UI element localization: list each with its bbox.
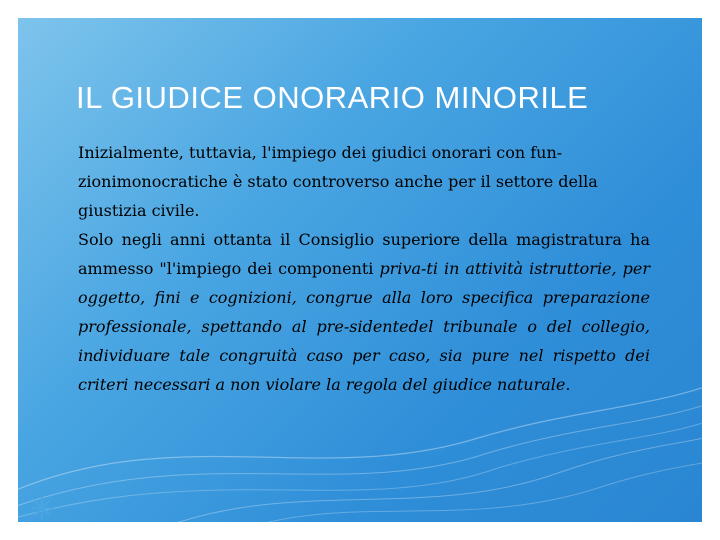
slide-background bbox=[18, 18, 702, 522]
paragraph-2-italic: priva-ti in attività istruttorie, per oggetto, fini e cognizioni, congrue alla loro specifica preparazione professionale, spettando al pre-sidentedel tribunale o del collegio, individuare tale congruità caso per caso, sia pure nel rispetto dei criteri necessari a non violare la regola del giudice naturale. bbox=[78, 259, 650, 394]
star-burst-icon bbox=[30, 496, 54, 520]
paragraph-1: Inizialmente, tuttavia, l'impiego dei giudici onorari con fun-zionimonocratiche è stato controverso anche per il settore della giustizia civile. bbox=[78, 143, 598, 220]
paragraph-2-start: Solo negli anni ottanta il Consiglio superiore della magistratura ha ammesso "l'impiego dei componenti bbox=[78, 230, 650, 278]
paragraph-2 bbox=[78, 225, 650, 399]
slide-title: IL GIUDICE ONORARIO MINORILE bbox=[76, 80, 589, 115]
slide-body bbox=[78, 138, 650, 399]
